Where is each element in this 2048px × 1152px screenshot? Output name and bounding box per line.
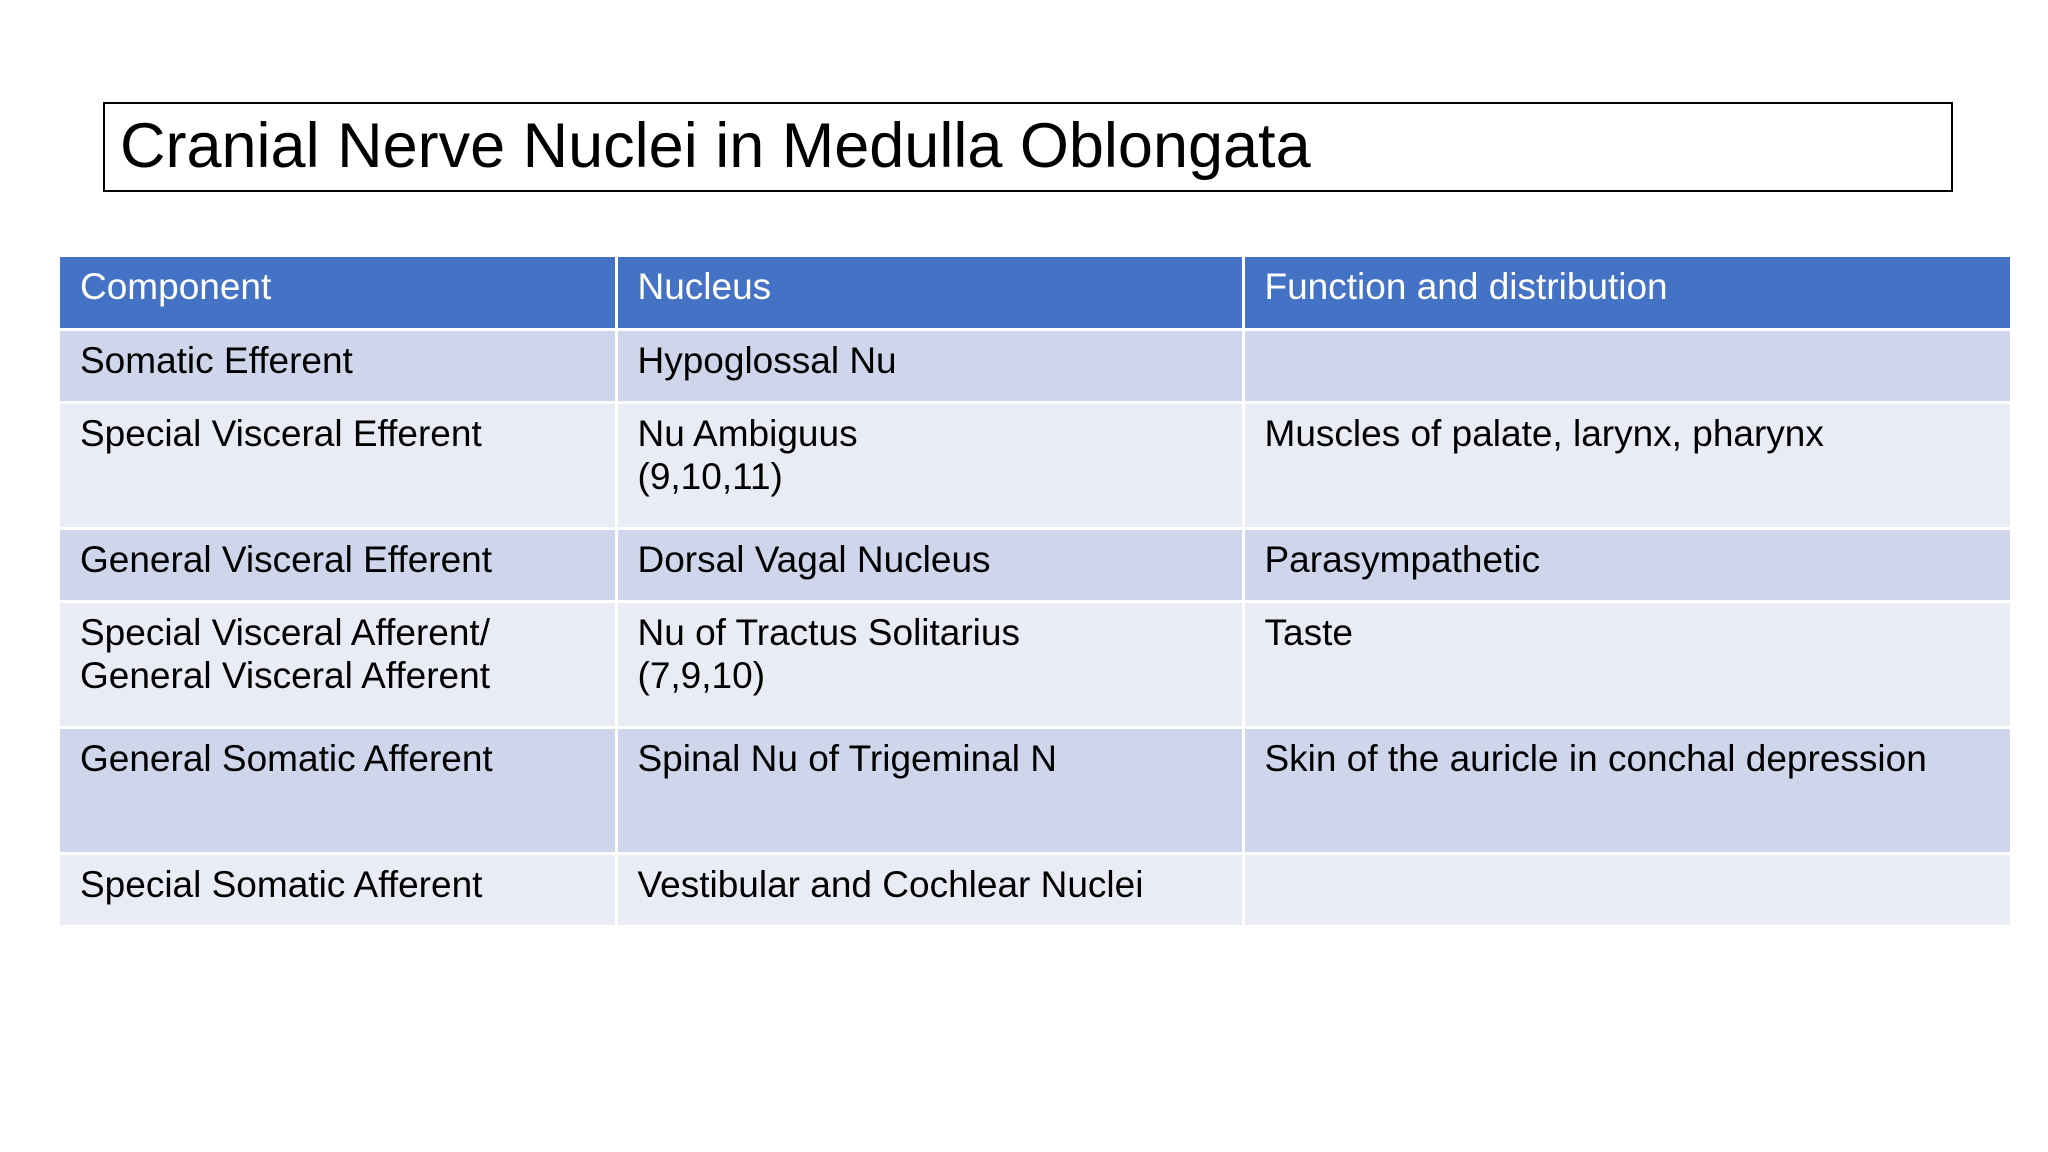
header-nucleus: Nucleus <box>616 257 1243 329</box>
function-cell: Muscles of palate, larynx, pharynx <box>1243 402 2010 528</box>
nuclei-table <box>60 257 2010 928</box>
title-box <box>103 102 1953 192</box>
table-row <box>60 528 2010 601</box>
table-row <box>60 727 2010 853</box>
table-row <box>60 329 2010 402</box>
nucleus-cell: Hypoglossal Nu <box>616 329 1243 402</box>
component-cell: Special Somatic Afferent <box>60 853 616 926</box>
table-row <box>60 402 2010 528</box>
component-cell: Special Visceral Afferent/ General Visceral Afferent <box>60 601 616 727</box>
slide-title: Cranial Nerve Nuclei in Medulla Oblongata <box>120 111 1311 181</box>
nucleus-cell: Vestibular and Cochlear Nuclei <box>616 853 1243 926</box>
nucleus-cell: Spinal Nu of Trigeminal N <box>616 727 1243 853</box>
table-row <box>60 601 2010 727</box>
function-cell <box>1243 853 2010 926</box>
component-cell: General Somatic Afferent <box>60 727 616 853</box>
function-cell: Taste <box>1243 601 2010 727</box>
function-cell <box>1243 329 2010 402</box>
nucleus-cell: Nu Ambiguus (9,10,11) <box>616 402 1243 528</box>
function-cell: Parasympathetic <box>1243 528 2010 601</box>
table-header-row <box>60 257 2010 329</box>
nucleus-cell: Nu of Tractus Solitarius (7,9,10) <box>616 601 1243 727</box>
component-cell: General Visceral Efferent <box>60 528 616 601</box>
nucleus-cell: Dorsal Vagal Nucleus <box>616 528 1243 601</box>
header-component: Component <box>60 257 616 329</box>
table-row <box>60 853 2010 926</box>
component-cell: Special Visceral Efferent <box>60 402 616 528</box>
header-function: Function and distribution <box>1243 257 2010 329</box>
function-cell: Skin of the auricle in conchal depression <box>1243 727 2010 853</box>
component-cell: Somatic Efferent <box>60 329 616 402</box>
